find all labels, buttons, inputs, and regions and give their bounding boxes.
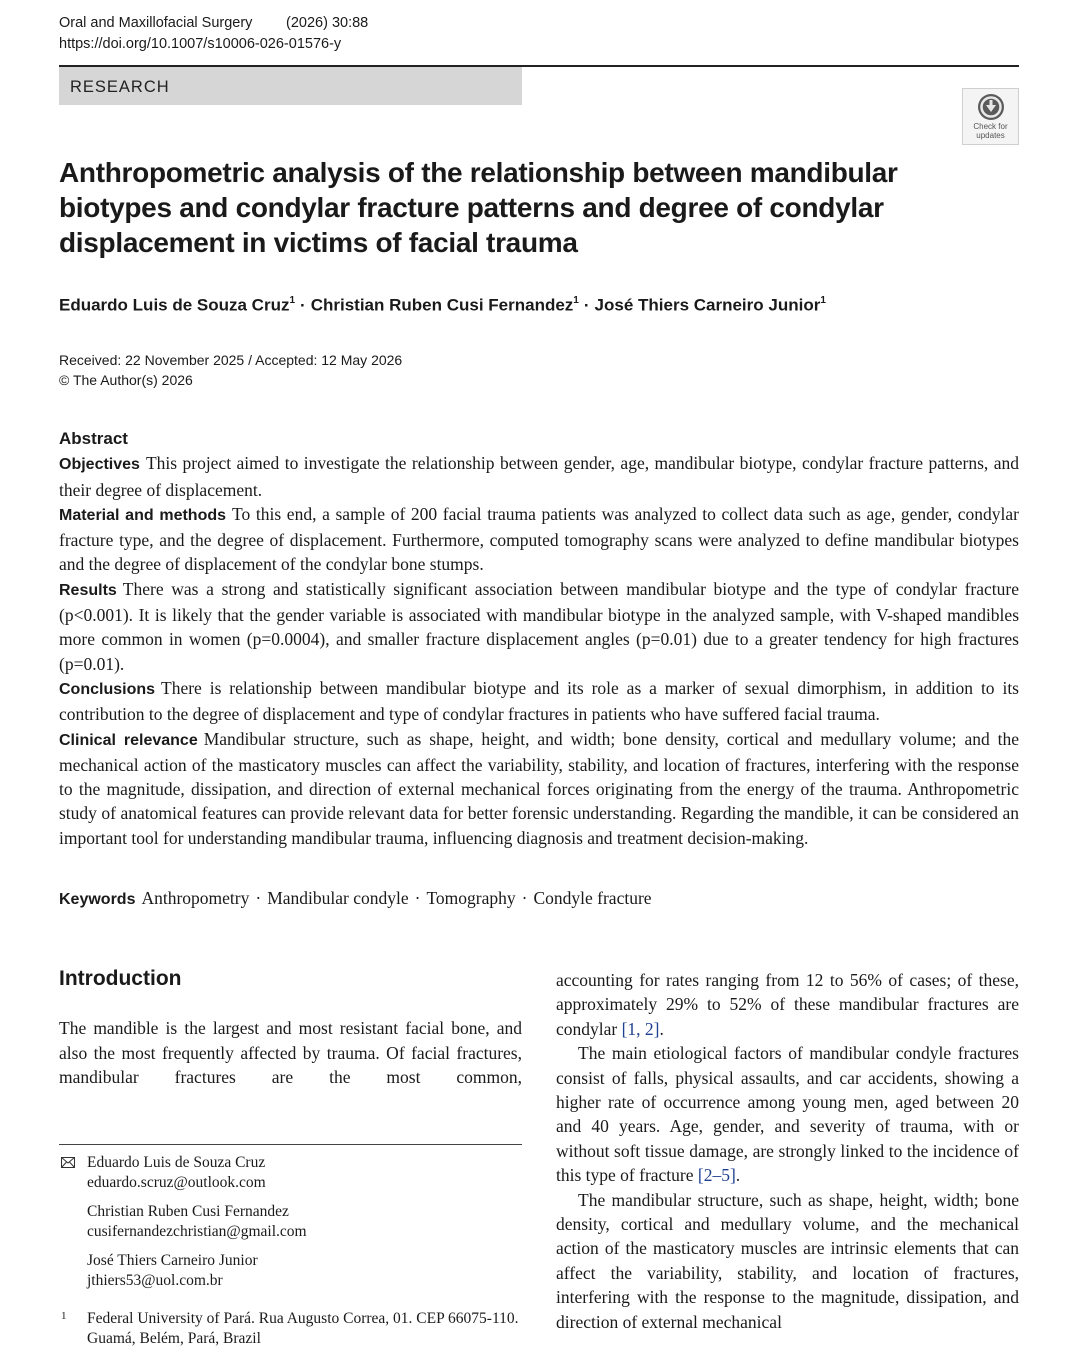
abstract-section-label: Material and methods xyxy=(59,506,227,524)
keyword-separator: · xyxy=(414,888,421,908)
contact-email[interactable]: eduardo.scruz@outlook.com xyxy=(87,1174,266,1191)
citation-link[interactable]: [2–5] xyxy=(697,1165,736,1186)
contact-email[interactable]: jthiers53@uol.com.br xyxy=(87,1272,223,1289)
journal-citation: (2026) 30:88 xyxy=(286,15,369,31)
abstract-section-label: Results xyxy=(59,581,117,599)
abstract-section xyxy=(59,502,1019,577)
introduction-heading: Introduction xyxy=(59,967,182,990)
author-separator: · xyxy=(583,295,590,315)
abstract-section-label: Conclusions xyxy=(59,680,156,698)
contact-name: José Thiers Carneiro Junior xyxy=(87,1252,258,1269)
abstract-section-label: Clinical relevance xyxy=(59,731,198,749)
contact-name: Christian Ruben Cusi Fernandez xyxy=(87,1203,289,1220)
keyword[interactable]: Tomography xyxy=(426,888,516,908)
contact-entry xyxy=(59,1153,522,1193)
section-label: RESEARCH xyxy=(59,67,522,105)
doi-link[interactable]: https://doi.org/10.1007/s10006-026-01576-y xyxy=(59,36,342,52)
affiliation-number: 1 xyxy=(61,1310,67,1322)
check-for-updates-icon xyxy=(976,92,1006,122)
keyword[interactable]: Anthropometry xyxy=(141,888,250,908)
author-affiliation-mark: 1 xyxy=(573,295,579,306)
check-for-updates-badge[interactable] xyxy=(962,88,1019,145)
keyword-separator: · xyxy=(255,888,262,908)
abstract-section xyxy=(59,676,1019,727)
footnote-rule xyxy=(59,1144,522,1145)
corresponding-contacts xyxy=(59,1153,522,1300)
contact-email[interactable]: cusifernandezchristian@gmail.com xyxy=(87,1223,307,1240)
paragraph-text: The main etiological factors of mandibular condyle fractures consist of falls, physical assaults, and car accidents, showing a higher rate of occurrence among young men, aged between 20 and 40 years. Age, gender, and severity of trauma, with or without soft tissue damage, are strongly linked to the incidence of this type of fracture xyxy=(556,1043,1019,1186)
abstract-section-text: This project aimed to investigate the relationship between gender, age, mandibular biotype, condylar fracture patterns, and their degree of displacement. xyxy=(59,453,1019,500)
keyword-separator: · xyxy=(521,888,528,908)
journal-name: Oral and Maxillofacial Surgery xyxy=(59,15,253,31)
introduction-right-column xyxy=(556,968,1019,1334)
copyright: © The Author(s) 2026 xyxy=(59,372,193,388)
author-separator: · xyxy=(300,295,306,315)
abstract-section-text: Mandibular structure, such as shape, height, and width; bone density, cortical and medullary volume; and the mechanical action of the masticatory muscles can affect the variability, stability, and location of fractures, interfering with the response to the magnitude, dissipation, and direction of external mechanical forces originating from the energy of the trauma. Anthropometric study of anatomical features can provide relevant data for better forensic understanding. Regarding the mandible, it can be considered an important tool for understanding mandibular trauma, influencing diagnosis and treatment decision-making. xyxy=(59,728,1020,848)
paragraph-end: . xyxy=(659,1018,664,1039)
citation-link[interactable]: [1, 2] xyxy=(621,1018,660,1039)
paper-title: Anthropometric analysis of the relationship between mandibular biotypes and condylar fracture patterns and degree of condylar displacement in victims of facial trauma xyxy=(59,157,898,258)
badge-line2: updates xyxy=(976,131,1005,140)
keywords-label: Keywords xyxy=(59,891,136,908)
envelope-icon xyxy=(61,1157,75,1168)
affiliation-footnote xyxy=(59,1309,522,1349)
keyword[interactable]: Condyle fracture xyxy=(533,888,652,908)
contact-entry xyxy=(59,1251,522,1291)
keywords xyxy=(59,886,652,912)
author-list xyxy=(59,290,826,318)
abstract-section-text: To this end, a sample of 200 facial trauma patients was analyzed to collect data such as age, gender, condylar fracture type, and the degree of displacement. Furthermore, computed tomography scans were analyzed to define mandibular biotypes and the degree of displacement of the condylar bone stumps. xyxy=(59,503,1019,575)
abstract xyxy=(59,427,1019,850)
paragraph-end: . xyxy=(735,1165,741,1186)
author-affiliation-mark: 1 xyxy=(820,295,826,306)
contact-entry xyxy=(59,1202,522,1242)
abstract-section xyxy=(59,577,1019,676)
introduction-left-text: The mandible is the largest and most resistant facial bone, and also the most frequently affected by trauma. Of facial fractures, mandibular fractures are the most common, xyxy=(59,1018,522,1087)
abstract-section-text: There was a strong and statistically significant association between mandibular biotype and the type of condylar fracture (p<0.001). It is likely that the gender variable is associated with mandibular biotype in the analyzed sample, with V-shaped mandibles more common in women (p=0.0004), and smaller fracture displacement angles (p=0.01) due to a greater tendency for high fractures (p=0.01). xyxy=(59,578,1019,674)
author-name[interactable]: Eduardo Luis de Souza Cruz xyxy=(59,295,290,315)
paragraph-text: accounting for rates ranging from 12 to 56% of cases; of these, approximately 29% to 52% of these mandibular fractures are condylar xyxy=(556,970,1019,1039)
abstract-heading: Abstract xyxy=(59,429,128,448)
received-accepted: Received: 22 November 2025 / Accepted: 12 May 2026 xyxy=(59,352,403,368)
paragraph xyxy=(556,968,1019,1041)
affiliation-text: Federal University of Pará. Rua Augusto Correa, 01. CEP 66075-110. Guamá, Belém, Pará, Brazil xyxy=(87,1310,519,1347)
journal-header xyxy=(59,13,368,55)
author-affiliation-mark: 1 xyxy=(289,295,296,306)
paragraph: The mandibular structure, such as shape, height, width; bone density, cortical and medullary volume, and the mechanical action of the masticatory muscles are intrinsic elements that can affect the variability, stability, and location of fractures, interfering with the response to the magnitude, dissipation, and direction of external mechanical xyxy=(556,1189,1019,1332)
abstract-section xyxy=(59,451,1019,502)
author-name[interactable]: José Thiers Carneiro Junior xyxy=(594,295,821,315)
keyword[interactable]: Mandibular condyle xyxy=(267,888,409,908)
author-name[interactable]: Christian Ruben Cusi Fernandez xyxy=(310,295,574,315)
badge-line1: Check for xyxy=(973,122,1008,131)
article-dates xyxy=(59,350,402,390)
paragraph xyxy=(556,1041,1019,1187)
abstract-section-label: Objectives xyxy=(59,456,140,474)
abstract-section xyxy=(59,727,1019,850)
contact-name: Eduardo Luis de Souza Cruz xyxy=(87,1154,266,1171)
abstract-section-text: There is relationship between mandibular biotype and its role as a marker of sexual dimorphism, in addition to its contribution to the degree of displacement and type of condylar fractures in patients who have suffered facial trauma. xyxy=(59,677,1019,725)
